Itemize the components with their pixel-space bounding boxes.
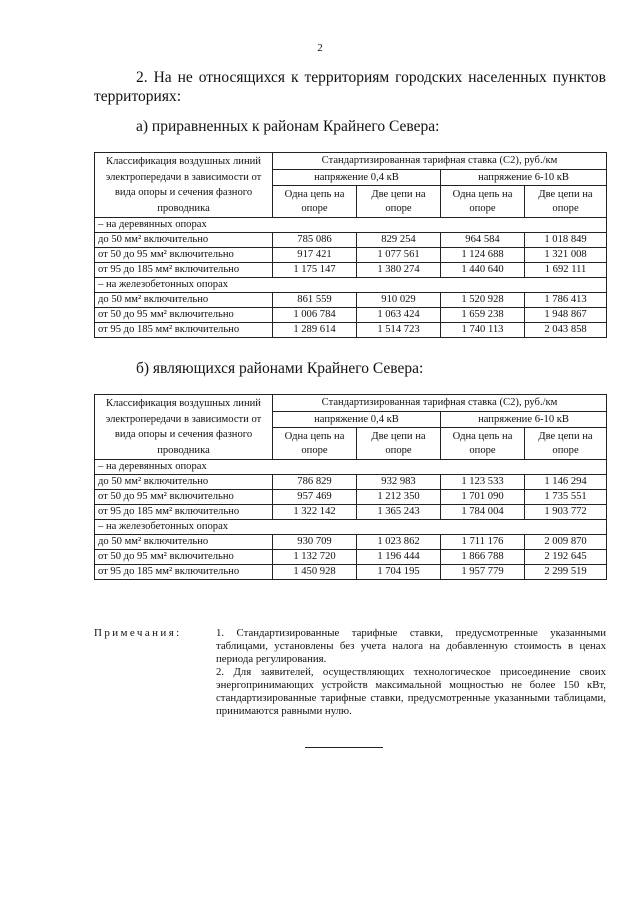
cell-value: 1 450 928 [273, 565, 357, 580]
cell-value: 1 520 928 [441, 293, 525, 308]
notes-label: Примечания: [94, 627, 182, 639]
group-title: – на деревянных опорах [95, 218, 607, 233]
cell-value: 829 254 [357, 233, 441, 248]
cell-value: 2 009 870 [525, 535, 607, 550]
row-label: до 50 мм² включительно [95, 535, 273, 550]
cell-value: 1 212 350 [357, 490, 441, 505]
row-label: от 95 до 185 мм² включительно [95, 263, 273, 278]
table-row [95, 233, 607, 248]
tariff-table-b [94, 394, 607, 580]
table-row [95, 490, 607, 505]
group-title: – на железобетонных опорах [95, 278, 607, 293]
col-header: Одна цепь на опоре [441, 428, 525, 460]
cell-value: 1 123 533 [441, 475, 525, 490]
table-row [95, 535, 607, 550]
table-row [95, 293, 607, 308]
voltage-low-header: напряжение 0,4 кВ [273, 412, 441, 428]
cell-value: 1 866 788 [441, 550, 525, 565]
cell-value: 2 192 645 [525, 550, 607, 565]
cell-value: 2 299 519 [525, 565, 607, 580]
tariff-table-a [94, 152, 607, 338]
cell-value: 2 043 858 [525, 323, 607, 338]
cell-value: 932 983 [357, 475, 441, 490]
cell-value: 1 784 004 [441, 505, 525, 520]
group-title: – на деревянных опорах [95, 460, 607, 475]
cell-value: 1 063 424 [357, 308, 441, 323]
voltage-high-header: напряжение 6-10 кВ [441, 170, 607, 186]
col-header: Две цепи на опоре [525, 428, 607, 460]
cell-value: 1 146 294 [525, 475, 607, 490]
cell-value: 1 659 238 [441, 308, 525, 323]
col-header: Одна цепь на опоре [273, 428, 357, 460]
row-label: от 95 до 185 мм² включительно [95, 565, 273, 580]
cell-value: 1 514 723 [357, 323, 441, 338]
cell-value: 1 948 867 [525, 308, 607, 323]
cell-value: 1 077 561 [357, 248, 441, 263]
row-label: до 50 мм² включительно [95, 475, 273, 490]
end-divider [305, 747, 383, 748]
row-label: от 95 до 185 мм² включительно [95, 505, 273, 520]
cell-value: 1 196 444 [357, 550, 441, 565]
voltage-high-header: напряжение 6-10 кВ [441, 412, 607, 428]
cell-value: 1 711 176 [441, 535, 525, 550]
table-row [95, 550, 607, 565]
cell-value: 1 735 551 [525, 490, 607, 505]
row-label: от 50 до 95 мм² включительно [95, 308, 273, 323]
col-header: Две цепи на опоре [525, 186, 607, 218]
notes [216, 627, 606, 718]
cell-value: 1 903 772 [525, 505, 607, 520]
cell-value: 1 006 784 [273, 308, 357, 323]
page-number: 2 [317, 42, 323, 54]
cell-value: 861 559 [273, 293, 357, 308]
row-label: от 95 до 185 мм² включительно [95, 323, 273, 338]
note-item: 1. Стандартизированные тарифные ставки, предусмотренные указанными таблицами, установлены без учета налога на добавленную стоимость в ценах периода регулирования. [216, 627, 606, 665]
col-header: Две цепи на опоре [357, 186, 441, 218]
cell-value: 910 029 [357, 293, 441, 308]
group-title: – на железобетонных опорах [95, 520, 607, 535]
note-item: 2. Для заявителей, осуществляющих технологическое присоединение своих энергопринимающих устройств максимальной мощностью не более 150 кВт, стандартизированные тарифные ставки, предусмотренные указанными таблицами, принимаются равными нулю. [216, 666, 606, 717]
table-row [95, 248, 607, 263]
col-header: Одна цепь на опоре [273, 186, 357, 218]
cell-value: 1 692 111 [525, 263, 607, 278]
cell-value: 1 740 113 [441, 323, 525, 338]
cell-value: 1 380 274 [357, 263, 441, 278]
table-row [95, 475, 607, 490]
row-label: до 50 мм² включительно [95, 233, 273, 248]
cell-value: 1 786 413 [525, 293, 607, 308]
cell-value: 917 421 [273, 248, 357, 263]
row-label: от 50 до 95 мм² включительно [95, 490, 273, 505]
row-label: от 50 до 95 мм² включительно [95, 248, 273, 263]
cell-value: 930 709 [273, 535, 357, 550]
cell-value: 1 023 862 [357, 535, 441, 550]
cell-value: 786 829 [273, 475, 357, 490]
row-label: от 50 до 95 мм² включительно [95, 550, 273, 565]
col-header: Одна цепь на опоре [441, 186, 525, 218]
classification-header: Классификация воздушных линий электропередачи в зависимости от вида опоры и сечения фазного проводника [95, 153, 273, 218]
table-b-caption: б) являющихся районами Крайнего Севера: [136, 360, 424, 377]
voltage-low-header: напряжение 0,4 кВ [273, 170, 441, 186]
classification-header: Классификация воздушных линий электропередачи в зависимости от вида опоры и сечения фазного проводника [95, 395, 273, 460]
cell-value: 1 704 195 [357, 565, 441, 580]
section-title: 2. На не относящихся к территориям городских населенных пунктов территориях: [94, 69, 606, 105]
cell-value: 1 124 688 [441, 248, 525, 263]
cell-value: 1 132 720 [273, 550, 357, 565]
cell-value: 1 701 090 [441, 490, 525, 505]
cell-value: 1 322 142 [273, 505, 357, 520]
cell-value: 1 175 147 [273, 263, 357, 278]
rate-title-header: Стандартизированная тарифная ставка (С2), руб./км [273, 395, 607, 412]
cell-value: 1 957 779 [441, 565, 525, 580]
table-row [95, 308, 607, 323]
rate-title-header: Стандартизированная тарифная ставка (С2), руб./км [273, 153, 607, 170]
cell-value: 1 321 008 [525, 248, 607, 263]
cell-value: 1 365 243 [357, 505, 441, 520]
row-label: до 50 мм² включительно [95, 293, 273, 308]
table-row [95, 505, 607, 520]
cell-value: 957 469 [273, 490, 357, 505]
cell-value: 964 584 [441, 233, 525, 248]
cell-value: 785 086 [273, 233, 357, 248]
cell-value: 1 289 614 [273, 323, 357, 338]
col-header: Две цепи на опоре [357, 428, 441, 460]
table-row [95, 323, 607, 338]
cell-value: 1 018 849 [525, 233, 607, 248]
table-row [95, 263, 607, 278]
cell-value: 1 440 640 [441, 263, 525, 278]
table-a-caption: а) приравненных к районам Крайнего Севера: [136, 118, 440, 135]
table-row [95, 565, 607, 580]
